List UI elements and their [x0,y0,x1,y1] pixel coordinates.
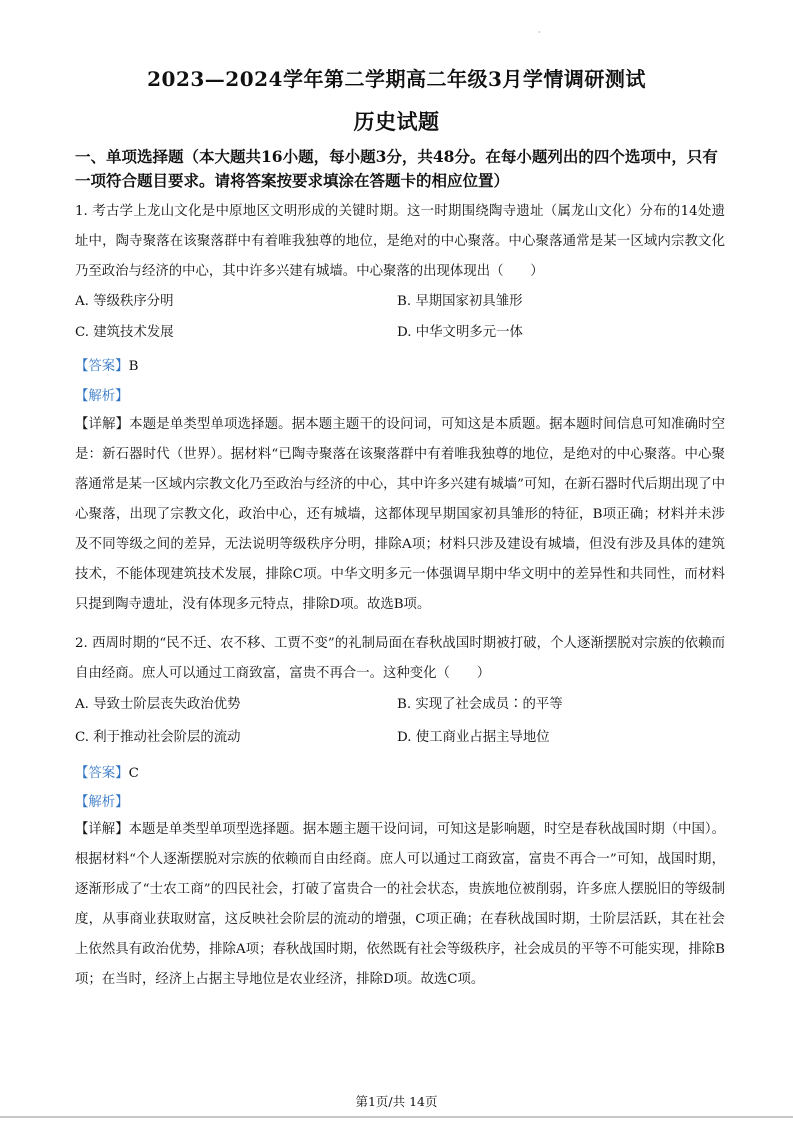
q2-option-c: C. 利于推动社会阶层的流动 [75,730,241,745]
q2-answer-value: C [128,766,139,781]
scan-mark: · [538,28,541,37]
question-1-stem: 1. 考古学上龙山文化是中原地区文明形成的关键时期。这一时期围绕陶寺遗址（属龙山文化）分布的14处遗址中，陶寺聚落在该聚落群中有着唯我独尊的地位，是绝对的中心聚落。中心聚落通常是某一区域内宗教文化乃至政治与经济的中心，其中许多兴建有城墙。中心聚落的出现体现出（ ） [75,204,725,279]
exam-subtitle: 历史试题 [353,109,440,134]
q1-detail: 【详解】本题是单类型单项选择题。据本题主题干的设问词，可知这是本质题。据本题时间信息可知准确时空是：新石器时代（世界）。据材料“已陶寺聚落在该聚落群中有着唯我独尊的地位，是绝对的中心聚落。中心聚落通常是某一区域内宗教文化乃至政治与经济的中心，其中许多兴建有城墙”可知，在新石器时代后期出现了中心聚落，出现了宗教文化，政治中心，还有城墙，这都体现早期国家初具雏形的特征，B项正确；材料并未涉及不同等级之间的差异，无法说明等级秩序分明，排除A项；材料只涉及建设有城墙，但没有涉及具体的建筑技术，不能体现建筑技术发展，排除C项。中华文明多元一体强调早期中华文明中的差异性和共同性，而材料只提到陶寺遗址，没有体现多元特点，排除D项。故选B项。 [75,417,725,612]
q1-analysis-label: 【解析】 [75,389,129,404]
q2-option-d: D. 使工商业占据主导地位 [397,730,550,745]
page-footer: 第1页/共 14页 [355,1094,438,1109]
q2-detail: 【详解】本题是单类型单项型选择题。据本题主题干设问词，可知这是影响题，时空是春秋战国时期（中国）。根据材料“个人逐渐摆脱对宗族的依赖而自由经商。庶人可以通过工商致富，富贵不再合一”可知，战国时期，逐渐形成了“士农工商”的四民社会，打破了富贵合一的社会状态，贵族地位被削弱，许多庶人摆脱旧的等级制度，从事商业获取财富，这反映社会阶层的流动的增强，C项正确；在春秋战国时期，士阶层活跃，其在社会上依然具有政治优势，排除A项；春秋战国时期，依然既有社会等级秩序，社会成员的平等不可能实现，排除B项；在当时，经济上占据主导地位是农业经济，排除D项。故选C项。 [75,822,725,987]
q1-option-d: D. 中华文明多元一体 [397,325,523,340]
footer-divider [0,1116,793,1118]
q1-answer-label: 【答案】 [75,359,129,374]
q2-answer-label: 【答案】 [75,766,129,781]
q2-option-a: A. 导致士阶层丧失政治优势 [75,697,241,712]
q2-option-b: B. 实现了社会成员∶的平等 [397,697,563,712]
q1-answer [75,355,138,374]
section-header: 一、单项选择题（本大题共16小题，每小题3分，共48分。在每小题列出的四个选项中，只有一项符合题目要求。请将答案按要求填涂在答题卡的相应位置） [75,147,718,190]
q2-analysis-label: 【解析】 [75,795,129,810]
exam-title: 2023—2024学年第二学期高二年级3月学情调研测试 [147,67,646,91]
q1-option-a: A. 等级秩序分明 [75,294,174,309]
question-2-stem: 2. 西周时期的“民不迁、农不移、工贾不变”的礼制局面在春秋战国时期被打破，个人逐渐摆脱对宗族的依赖而自由经商。庶人可以通过工商致富，富贵不再合一。这种变化（ ） [75,636,725,681]
q1-option-c: C. 建筑技术发展 [75,325,174,340]
q1-answer-value: B [128,359,139,374]
q2-answer [75,762,139,781]
q1-option-b: B. 早期国家初具雏形 [397,294,523,309]
